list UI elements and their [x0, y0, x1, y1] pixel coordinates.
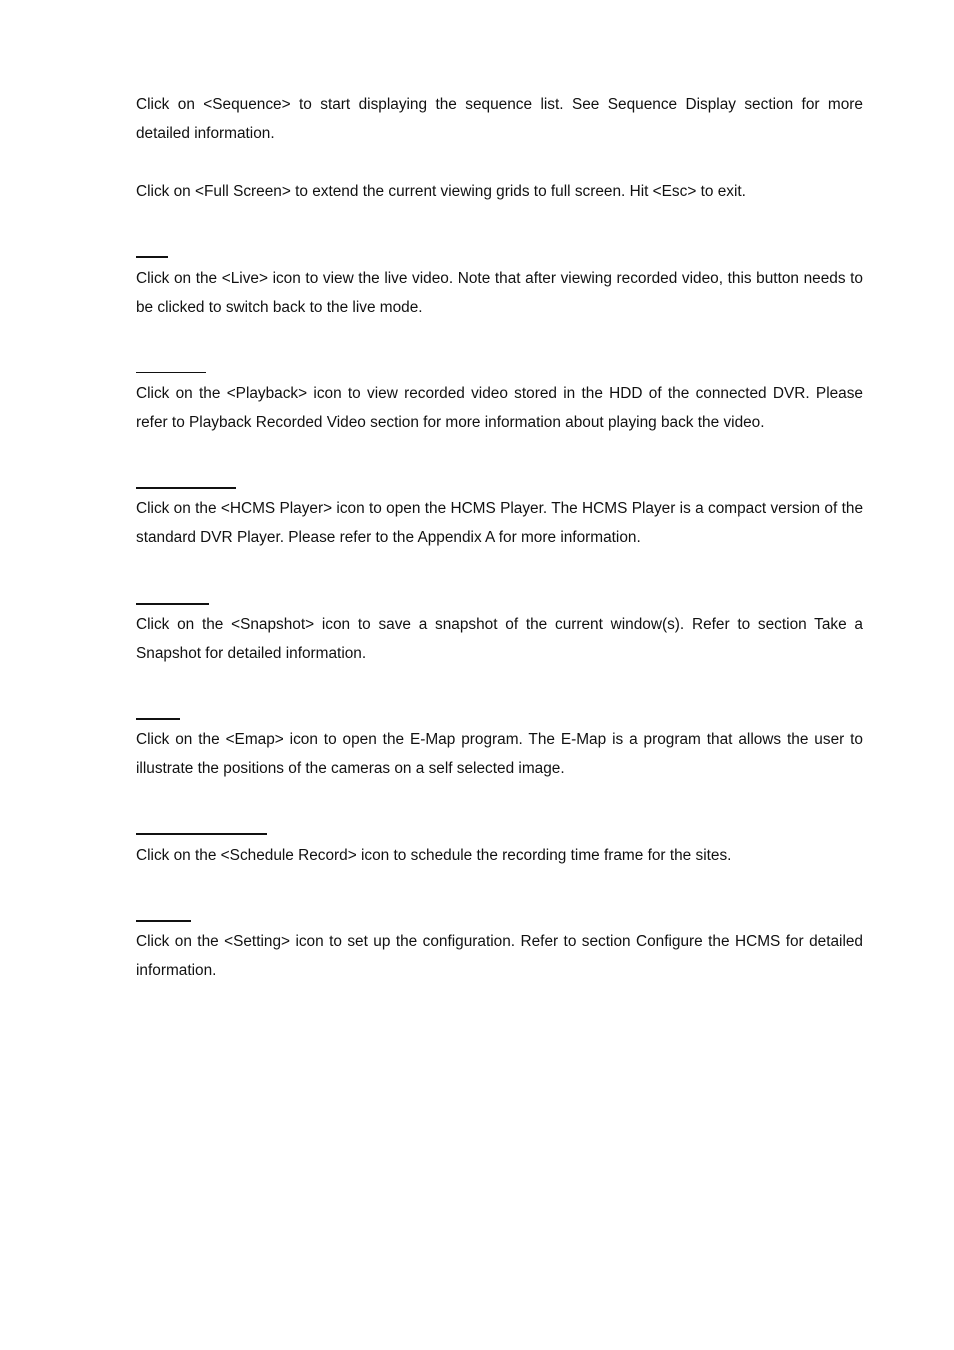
live-heading-rule	[136, 256, 168, 258]
setting-paragraph: Click on the <Setting> icon to set up the configuration. Refer to section Configure the HCMS for detailed information.	[136, 933, 863, 979]
snapshot-heading-rule	[136, 603, 209, 605]
playback-heading-rule	[136, 372, 206, 373]
playback-paragraph: Click on the <Playback> icon to view recorded video stored in the HDD of the connected DVR. Please refer to Playback Recorded Video section for more information about playing back the video.	[136, 385, 863, 431]
live-paragraph: Click on the <Live> icon to view the live video. Note that after viewing recorded video, this button needs to be clicked to switch back to the live mode.	[136, 270, 863, 316]
setting-heading-rule	[136, 920, 191, 922]
sequence-paragraph: Click on <Sequence> to start displaying the sequence list. See Sequence Display section for more detailed information.	[136, 96, 863, 142]
emap-heading-rule	[136, 718, 180, 720]
hcms-player-paragraph: Click on the <HCMS Player> icon to open the HCMS Player. The HCMS Player is a compact version of the standard DVR Player. Please refer to the Appendix A for more information.	[136, 500, 863, 546]
schedule-record-paragraph: Click on the <Schedule Record> icon to schedule the recording time frame for the sites.	[136, 847, 732, 864]
snapshot-paragraph: Click on the <Snapshot> icon to save a snapshot of the current window(s). Refer to section Take a Snapshot for detailed information.	[136, 616, 863, 662]
full-screen-paragraph: Click on <Full Screen> to extend the current viewing grids to full screen. Hit <Esc> to exit.	[136, 183, 746, 200]
emap-paragraph: Click on the <Emap> icon to open the E-Map program. The E-Map is a program that allows the user to illustrate the positions of the cameras on a self selected image.	[136, 731, 863, 777]
schedule-record-heading-rule	[136, 833, 267, 835]
hcms-player-heading-rule	[136, 487, 236, 489]
